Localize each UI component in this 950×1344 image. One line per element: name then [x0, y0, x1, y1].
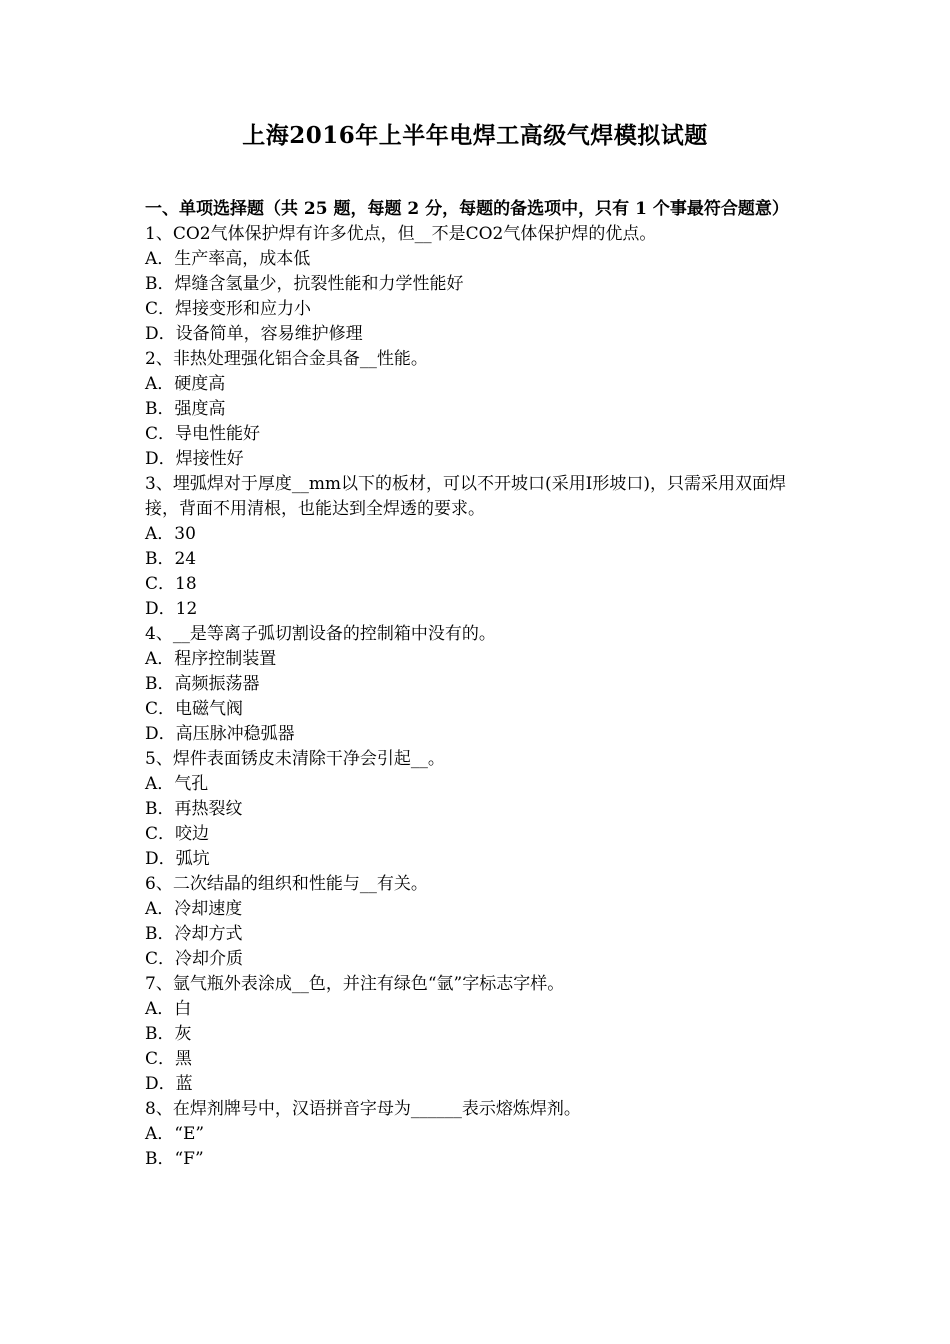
- option-a: A．白: [145, 999, 192, 1019]
- option-a: A．气孔: [145, 774, 209, 794]
- question-text: 1、CO2气体保护焊有许多优点，但__不是CO2气体保护焊的优点。: [145, 224, 657, 244]
- question-text: 3、埋弧焊对于厚度__mm以下的板材，可以不开坡口(采用Ⅰ形坡口)，只需采用双面焊接，背面不用清根，也能达到全焊透的要求。: [145, 474, 787, 519]
- option-d: D．蓝: [145, 1074, 193, 1094]
- question-8: [145, 1097, 810, 1172]
- option-b: B．焊缝含氢量少，抗裂性能和力学性能好: [145, 274, 464, 294]
- option-a: A．生产率高，成本低: [145, 249, 311, 269]
- option-c: C．电磁气阀: [145, 699, 244, 719]
- option-b: B．强度高: [145, 399, 226, 419]
- option-b: B．“F”: [145, 1149, 204, 1169]
- exam-content: [145, 197, 810, 1172]
- question-2: [145, 347, 810, 472]
- option-b: B．冷却方式: [145, 924, 243, 944]
- question-text: 2、非热处理强化铝合金具备__性能。: [145, 349, 428, 369]
- option-a: A．程序控制装置: [145, 649, 277, 669]
- question-4: [145, 622, 810, 747]
- question-6: [145, 872, 810, 972]
- question-text: 8、在焊剂牌号中，汉语拼音字母为______表示熔炼焊剂。: [145, 1099, 581, 1119]
- option-c: C．黑: [145, 1049, 193, 1069]
- option-d: D．高压脉冲稳弧器: [145, 724, 295, 744]
- question-3: [145, 472, 810, 622]
- option-d: D．12: [145, 599, 198, 619]
- option-c: C．18: [145, 574, 197, 594]
- question-7: [145, 972, 810, 1097]
- option-c: C．导电性能好: [145, 424, 261, 444]
- option-a: A．“E”: [145, 1124, 205, 1144]
- option-b: B．24: [145, 549, 197, 569]
- option-b: B．再热裂纹: [145, 799, 243, 819]
- option-d: D．焊接性好: [145, 449, 244, 469]
- question-text: 6、二次结晶的组织和性能与__有关。: [145, 874, 428, 894]
- question-text: 4、__是等离子弧切割设备的控制箱中没有的。: [145, 624, 496, 644]
- option-b: B．灰: [145, 1024, 192, 1044]
- option-a: A．冷却速度: [145, 899, 243, 919]
- question-5: [145, 747, 810, 872]
- option-a: A．30: [145, 524, 196, 544]
- option-d: D．设备简单，容易维护修理: [145, 324, 363, 344]
- section-heading: 一、单项选择题（共 25 题，每题 2 分，每题的备选项中，只有 1 个事最符合题意）: [145, 199, 789, 219]
- option-c: C．冷却介质: [145, 949, 244, 969]
- question-text: 5、焊件表面锈皮未清除干净会引起__。: [145, 749, 445, 769]
- question-1: [145, 222, 810, 347]
- option-a: A．硬度高: [145, 374, 226, 394]
- page-title: 上海2016年上半年电焊工高级气焊模拟试题: [242, 122, 708, 149]
- option-c: C．咬边: [145, 824, 210, 844]
- question-text: 7、氩气瓶外表涂成__色，并注有绿色“氩”字标志字样。: [145, 974, 565, 994]
- option-d: D．弧坑: [145, 849, 210, 869]
- option-c: C．焊接变形和应力小: [145, 299, 312, 319]
- option-b: B．高频振荡器: [145, 674, 260, 694]
